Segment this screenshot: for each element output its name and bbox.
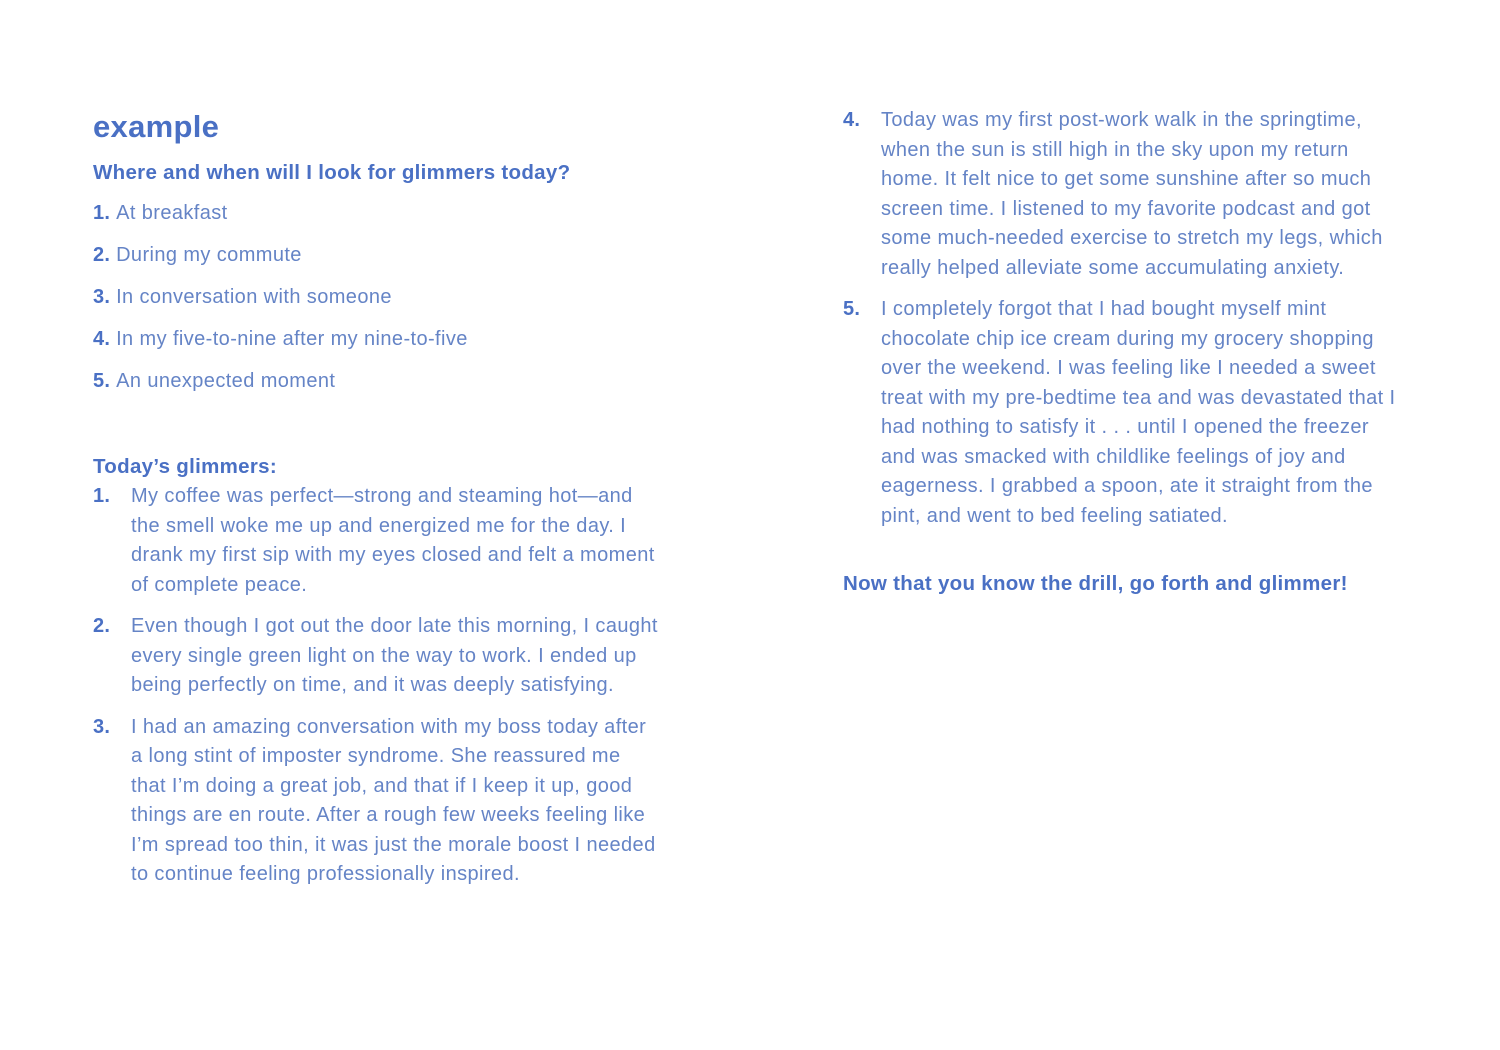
list-number: 4. — [93, 328, 111, 350]
glimmers-list-left — [93, 482, 659, 890]
where-list-item-text: During my commute — [116, 244, 302, 266]
list-number: 1. — [93, 485, 111, 507]
where-list-item — [93, 242, 659, 268]
where-list-item-text: An unexpected moment — [116, 370, 336, 392]
where-list-item-text: At breakfast — [116, 202, 228, 224]
where-list — [93, 200, 659, 394]
list-number: 5. — [843, 298, 861, 320]
closing-line: Now that you know the drill, go forth and glimmer! — [843, 572, 1348, 595]
glimmer-item — [843, 106, 1407, 283]
where-list-item-text: In conversation with someone — [116, 286, 392, 308]
glimmer-item-text: Even though I got out the door late this morning, I caught every single green light on the way to work. I ended up being perfectly on time, and it was deeply satisfying. — [131, 615, 658, 696]
list-number: 3. — [93, 715, 111, 738]
list-number: 4. — [843, 109, 861, 131]
list-number: 5. — [93, 370, 111, 392]
list-number: 1. — [93, 202, 111, 224]
glimmer-item — [93, 612, 659, 701]
right-column — [843, 106, 1407, 597]
glimmers-list-right — [843, 106, 1407, 531]
glimmer-item — [93, 482, 659, 600]
where-list-item — [93, 284, 659, 310]
where-question-heading: Where and when will I look for glimmers today? — [93, 161, 571, 184]
glimmer-item-text: Today was my first post-work walk in the springtime, when the sun is still high in the sky upon my return home. It felt nice to get some sunshine after so much screen time. I listened to my favorite podcast and got some much-needed exercise to stretch my legs, which really helped alleviate some accumulating anxiety. — [881, 109, 1383, 279]
todays-glimmers-heading: Today’s glimmers: — [93, 455, 277, 478]
glimmer-item-text: I completely forgot that I had bought myself mint chocolate chip ice cream during my grocery shopping over the weekend. I was feeling like I needed a sweet treat with my pre-bedtime tea and was devastated that I had nothing to satisfy it . . . until I opened the freezer and was smacked with childlike feelings of joy and eagerness. I grabbed a spoon, ate it straight from the pint, and went to bed feeling satiated. — [881, 298, 1396, 527]
where-list-item — [93, 200, 659, 226]
left-column — [93, 108, 659, 902]
glimmer-item-text: My coffee was perfect—strong and steaming hot—and the smell woke me up and energized me for the day. I drank my first sip with my eyes closed and felt a moment of complete peace. — [131, 485, 655, 596]
glimmer-item — [93, 713, 659, 890]
list-number: 2. — [93, 615, 111, 637]
page-title: example — [93, 109, 220, 144]
list-number: 3. — [93, 286, 111, 308]
where-list-item — [93, 326, 659, 352]
where-list-item — [93, 368, 659, 394]
list-number: 2. — [93, 244, 111, 266]
glimmer-item — [843, 295, 1407, 531]
where-list-item-text: In my five-to-nine after my nine-to-five — [116, 328, 468, 350]
glimmer-item-text: I had an amazing conversation with my boss today after a long stint of imposter syndrome. She reassured me that I’m doing a great job, and that if I keep it up, good things are en route. After a rough few weeks feeling like I’m spread too thin, it was just the morale boost I needed to continue feeling professionally inspired. — [131, 715, 656, 885]
